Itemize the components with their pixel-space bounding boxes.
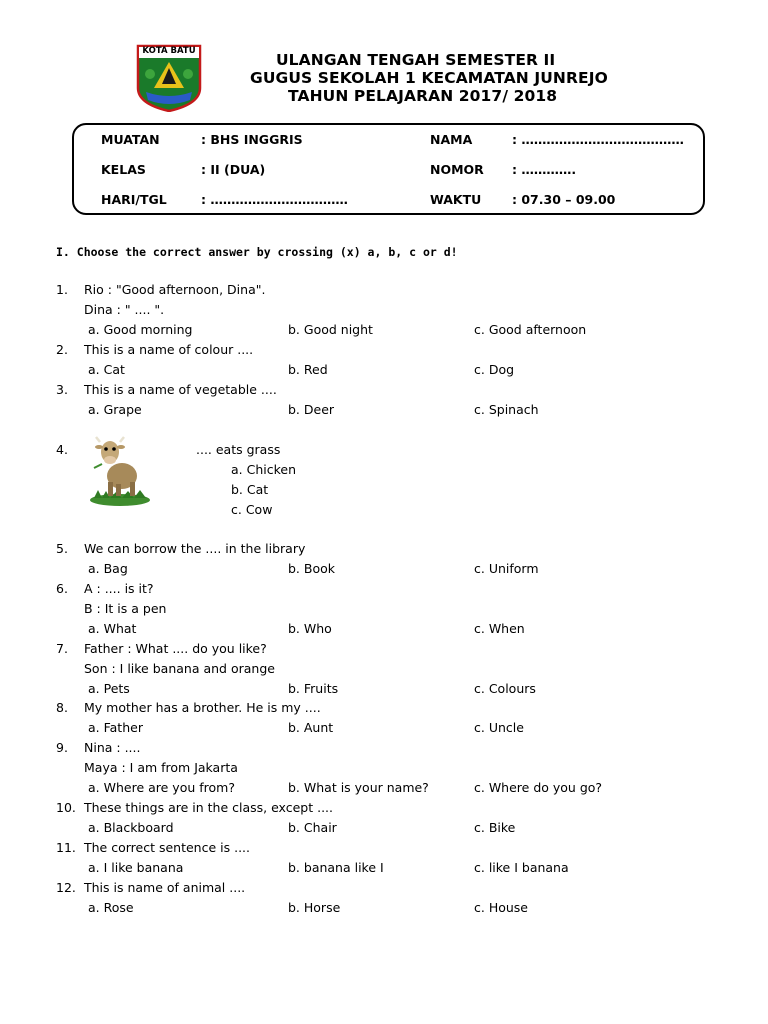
question-number: 9. xyxy=(56,740,68,755)
answer-option: c. House xyxy=(474,900,528,915)
answer-option: c. When xyxy=(474,621,525,636)
answer-option: b. Red xyxy=(288,362,328,377)
answer-option: c. Bike xyxy=(474,820,516,835)
answer-option: b. banana like I xyxy=(288,860,384,875)
cow-icon xyxy=(88,434,152,506)
answer-option: c. Where do you go? xyxy=(474,780,603,795)
question-number: 7. xyxy=(56,641,68,656)
answer-option: a. Blackboard xyxy=(88,820,174,835)
nama-value: : ………………………………… xyxy=(512,132,684,147)
question-text: These things are in the class, except .... xyxy=(84,800,333,815)
question-number: 3. xyxy=(56,382,68,397)
muatan-label: MUATAN xyxy=(101,132,160,147)
question-text: This is name of animal .... xyxy=(84,880,246,895)
answer-option: a. Chicken xyxy=(231,462,297,477)
hari-label: HARI/TGL xyxy=(101,192,167,207)
answer-option: a. Father xyxy=(88,720,143,735)
answer-option: a. Rose xyxy=(88,900,134,915)
question-text: Rio : "Good afternoon, Dina". xyxy=(84,282,266,297)
question-number: 8. xyxy=(56,700,68,715)
kelas-value: : II (DUA) xyxy=(201,162,266,177)
answer-option: b. Aunt xyxy=(288,720,334,735)
answer-option: c. Colours xyxy=(474,681,536,696)
instruction: I. Choose the correct answer by crossing (x) a, b, c or d! xyxy=(56,245,458,259)
answer-option: b. Cat xyxy=(231,482,269,497)
question-number: 10. xyxy=(56,800,76,815)
answer-option: a. Pets xyxy=(88,681,130,696)
question-text: We can borrow the .... in the library xyxy=(84,541,306,556)
answer-option: b. Book xyxy=(288,561,335,576)
hari-value: : …………………………… xyxy=(201,192,348,207)
answer-option: a. Cat xyxy=(88,362,125,377)
question-text: Father : What .... do you like? xyxy=(84,641,267,656)
question-text: Maya : I am from Jakarta xyxy=(84,760,238,775)
question-text: Nina : .... xyxy=(84,740,141,755)
question-number: 12. xyxy=(56,880,76,895)
answer-option: b. Fruits xyxy=(288,681,339,696)
question-text: This is a name of vegetable .... xyxy=(84,382,277,397)
question-text: B : It is a pen xyxy=(84,601,167,616)
nomor-label: NOMOR xyxy=(430,162,484,177)
answer-option: c. Uniform xyxy=(474,561,539,576)
answer-option: a. What xyxy=(88,621,137,636)
cow-picture xyxy=(88,434,152,506)
answer-option: b. Who xyxy=(288,621,332,636)
logo-text: KOTA BATU xyxy=(142,46,196,56)
question-text: Son : I like banana and orange xyxy=(84,661,275,676)
answer-option: c. Uncle xyxy=(474,720,524,735)
muatan-value: : BHS INGGRIS xyxy=(201,132,303,147)
answer-option: b. Deer xyxy=(288,402,335,417)
question-number: 1. xyxy=(56,282,68,297)
answer-option: b. Horse xyxy=(288,900,341,915)
answer-option: b. Chair xyxy=(288,820,337,835)
answer-option: c. Good afternoon xyxy=(474,322,587,337)
nama-label: NAMA xyxy=(430,132,473,147)
answer-option: b. What is your name? xyxy=(288,780,429,795)
answer-option: b. Good night xyxy=(288,322,373,337)
answer-option: c. like I banana xyxy=(474,860,569,875)
answer-option: a. I like banana xyxy=(88,860,184,875)
question-text: This is a name of colour .... xyxy=(84,342,254,357)
kelas-label: KELAS xyxy=(101,162,146,177)
answer-option: a. Bag xyxy=(88,561,128,576)
question-text: The correct sentence is .... xyxy=(84,840,250,855)
question-number: 2. xyxy=(56,342,68,357)
nomor-value: : …………. xyxy=(512,162,577,177)
question-text: Dina : " .... ". xyxy=(84,302,165,317)
answer-option: c. Cow xyxy=(231,502,273,517)
waktu-label: WAKTU xyxy=(430,192,482,207)
question-number: 5. xyxy=(56,541,68,556)
header-line-1: ULANGAN TENGAH SEMESTER II xyxy=(276,51,556,69)
question-number: 4. xyxy=(56,442,68,457)
question-text: .... eats grass xyxy=(196,442,281,457)
answer-option: a. Where are you from? xyxy=(88,780,235,795)
answer-option: c. Dog xyxy=(474,362,515,377)
header-line-2: GUGUS SEKOLAH 1 KECAMATAN JUNREJO xyxy=(250,69,608,87)
header-line-3: TAHUN PELAJARAN 2017/ 2018 xyxy=(288,87,558,105)
answer-option: c. Spinach xyxy=(474,402,539,417)
waktu-value: : 07.30 – 09.00 xyxy=(512,192,616,207)
answer-option: a. Grape xyxy=(88,402,142,417)
question-text: My mother has a brother. He is my .... xyxy=(84,700,321,715)
question-text: A : .... is it? xyxy=(84,581,154,596)
question-number: 6. xyxy=(56,581,68,596)
question-number: 11. xyxy=(56,840,76,855)
answer-option: a. Good morning xyxy=(88,322,193,337)
